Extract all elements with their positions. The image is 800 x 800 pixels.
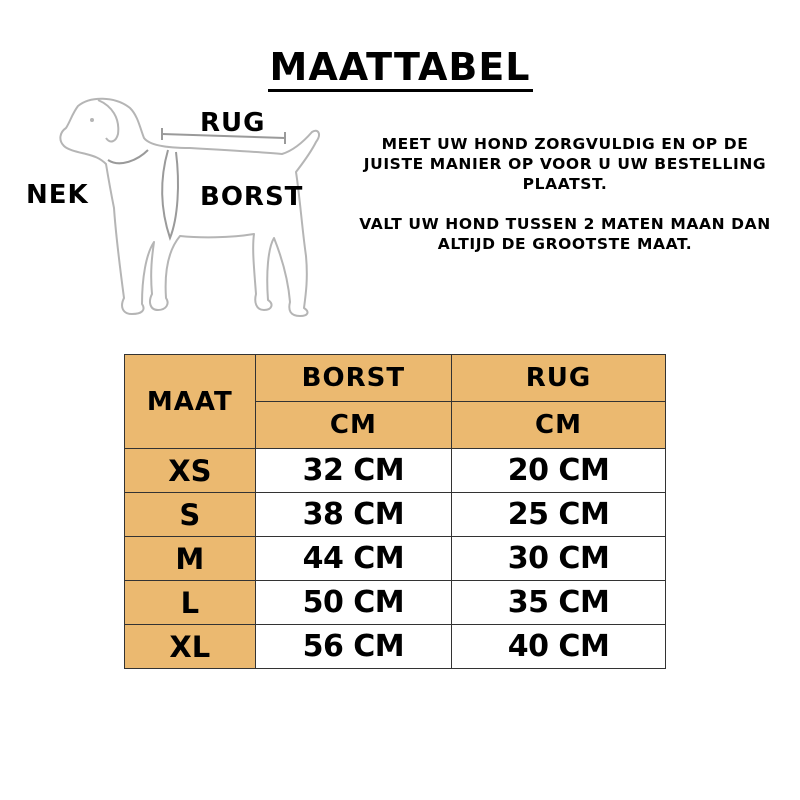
- size-cell: XS: [125, 449, 256, 493]
- rug-cell: 20 CM: [452, 449, 666, 493]
- size-cell: XL: [125, 625, 256, 669]
- header-borst-unit: CM: [255, 402, 451, 449]
- instruction-between-sizes: VALT UW HOND TUSSEN 2 MATEN MAAN DAN ALTIJD DE GROOTSTE MAAT.: [359, 215, 771, 253]
- chest-measure-line: [162, 150, 178, 238]
- size-table: [124, 354, 666, 669]
- table-row: [125, 493, 666, 537]
- label-borst: BORST: [200, 182, 304, 212]
- borst-cell: 32 CM: [255, 449, 451, 493]
- table-header-row: [125, 355, 666, 402]
- rug-cell: 40 CM: [452, 625, 666, 669]
- dog-eye: [90, 118, 94, 122]
- rug-cell: 35 CM: [452, 581, 666, 625]
- borst-cell: 50 CM: [255, 581, 451, 625]
- size-cell: M: [125, 537, 256, 581]
- table-row: [125, 625, 666, 669]
- page-title-text: MAATTABEL: [268, 45, 533, 92]
- header-maat: MAAT: [125, 355, 256, 449]
- size-cell: L: [125, 581, 256, 625]
- borst-cell: 38 CM: [255, 493, 451, 537]
- neck-measure-line: [108, 150, 148, 163]
- rug-cell: 25 CM: [452, 493, 666, 537]
- size-cell: S: [125, 493, 256, 537]
- header-rug: RUG: [452, 355, 666, 402]
- instruction-measure: MEET UW HOND ZORGVULDIG EN OP DE JUISTE MANIER OP VOOR U UW BESTELLING PLAATST.: [363, 135, 767, 193]
- label-nek: NEK: [26, 180, 89, 210]
- borst-cell: 56 CM: [255, 625, 451, 669]
- header-rug-unit: CM: [452, 402, 666, 449]
- header-borst: BORST: [255, 355, 451, 402]
- page-title: [0, 44, 800, 90]
- dog-measurement-figure: [20, 88, 340, 328]
- label-rug: RUG: [200, 108, 266, 138]
- measure-instructions: [350, 134, 780, 274]
- table-row: [125, 449, 666, 493]
- table-row: [125, 581, 666, 625]
- borst-cell: 44 CM: [255, 537, 451, 581]
- table-row: [125, 537, 666, 581]
- rug-cell: 30 CM: [452, 537, 666, 581]
- dog-ear-outline: [98, 100, 118, 141]
